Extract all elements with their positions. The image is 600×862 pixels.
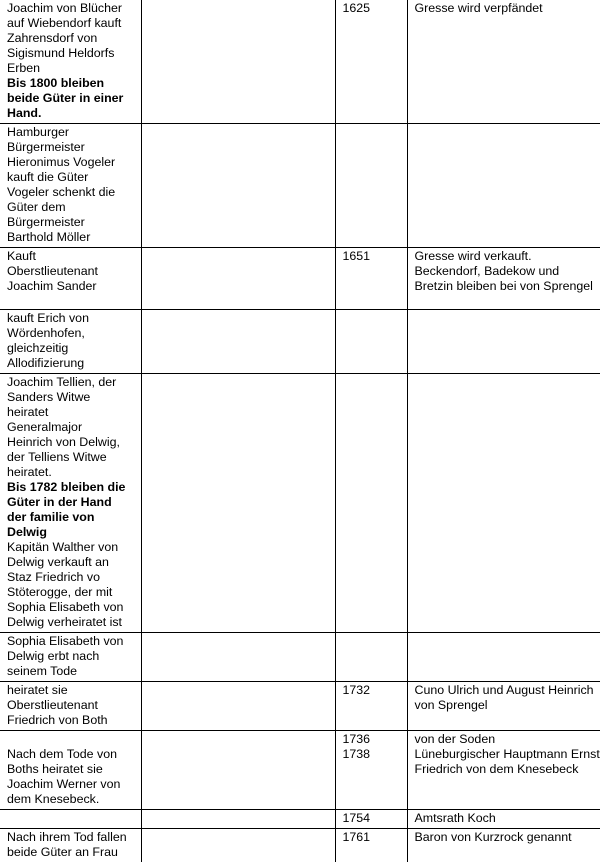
owner-cell	[0, 310, 141, 374]
event-cell	[407, 248, 600, 310]
table-row	[0, 248, 600, 310]
table-row	[0, 0, 600, 124]
owner-note-line: Delwig verkauft an	[7, 555, 141, 570]
year-value: 1761	[343, 830, 407, 845]
owner-cell	[0, 731, 141, 810]
event-text: Gresse wird verkauft. Beckendorf, Badekow und Bretzin bleiben bei von Sprengel	[415, 249, 600, 294]
owner-note-bold: beide Güter in einer	[7, 91, 141, 106]
year-value: 1738	[343, 747, 407, 762]
event-cell	[407, 310, 600, 374]
event-cell	[407, 374, 600, 633]
owner-note-line: dem Knesebeck.	[7, 792, 141, 807]
event-cell	[407, 633, 600, 682]
owner-note-line: Sanders Witwe	[7, 390, 141, 405]
owner-note-line: Generalmajor	[7, 420, 141, 435]
year-value: 1732	[343, 683, 407, 698]
owner-cell	[0, 0, 141, 124]
owner-note-line: Boths heiratet sie	[7, 762, 141, 777]
owner-cell	[0, 633, 141, 682]
owner-note-line: Barthold Möller	[7, 230, 141, 245]
owner-note-line: Delwig erbt nach	[7, 649, 141, 664]
owner-note-bold: Bis 1782 bleiben die	[7, 480, 141, 495]
event-cell	[407, 810, 600, 829]
owner-note-line: Erben	[7, 61, 141, 76]
owner-note-line: kauft die Güter	[7, 170, 141, 185]
event-text: Baron von Kurzrock genannt	[415, 830, 600, 845]
year-cell	[335, 248, 407, 310]
owner-note-line: Bürgermeister	[7, 215, 141, 230]
owner-note-line: kauft Erich von	[7, 311, 141, 326]
owner-note-line: Wördenhofen,	[7, 326, 141, 341]
owner-note-line: der Telliens Witwe	[7, 450, 141, 465]
owner-cell	[0, 682, 141, 731]
year-cell	[335, 374, 407, 633]
event-text: Gresse wird verpfändet	[415, 1, 600, 16]
owner-note-line: Kapitän Walther von	[7, 540, 141, 555]
empty-cell	[141, 829, 335, 862]
event-text: von der Soden	[415, 732, 600, 747]
year-value: 1625	[343, 1, 407, 16]
owner-note-bold: Güter in der Hand	[7, 495, 141, 510]
owner-note-line: Delwig verheiratet ist	[7, 615, 141, 630]
owner-cell	[0, 374, 141, 633]
owner-note-line: Hamburger	[7, 125, 141, 140]
year-cell	[335, 124, 407, 248]
owner-note-line: heiratet	[7, 405, 141, 420]
table-row	[0, 810, 600, 829]
owner-note-line: Staz Friedrich vo	[7, 570, 141, 585]
owner-note-line: auf Wiebendorf kauft	[7, 16, 141, 31]
owner-note-line: Nach ihrem Tod fallen	[7, 830, 141, 845]
table-row	[0, 124, 600, 248]
event-cell	[407, 0, 600, 124]
owner-note-line: beide Güter an Frau	[7, 845, 141, 860]
owner-note-line: Nach dem Tode von	[7, 747, 141, 762]
empty-cell	[141, 124, 335, 248]
owner-note-line: heiratet sie	[7, 683, 141, 698]
owner-note-line: Sigismund Heldorfs	[7, 46, 141, 61]
year-cell	[335, 310, 407, 374]
empty-cell	[141, 633, 335, 682]
owner-note-line: Joachim von Blücher	[7, 1, 141, 16]
year-cell	[335, 682, 407, 731]
year-value: 1736	[343, 732, 407, 747]
owner-note-bold: Hand.	[7, 106, 141, 121]
table-row	[0, 829, 600, 862]
owner-note-line: Allodifizierung	[7, 356, 141, 371]
table-row	[0, 633, 600, 682]
owner-note-line: Joachim Sander	[7, 279, 141, 294]
empty-cell	[141, 248, 335, 310]
empty-cell	[141, 310, 335, 374]
year-cell	[335, 633, 407, 682]
owner-note-line: Güter dem	[7, 200, 141, 215]
owner-note-line: Bürgermeister	[7, 140, 141, 155]
event-cell	[407, 731, 600, 810]
owner-note-line: Kauft	[7, 249, 141, 264]
owner-note-line: Joachim Werner von	[7, 777, 141, 792]
table-row	[0, 682, 600, 731]
table-row	[0, 310, 600, 374]
empty-cell	[141, 374, 335, 633]
empty-cell	[141, 731, 335, 810]
event-text: Cuno Ulrich und August Heinrich von Sprengel	[415, 683, 600, 713]
event-text: Amtsrath Koch	[415, 811, 600, 826]
owner-note-line: seinem Tode	[7, 664, 141, 679]
owner-cell	[0, 829, 141, 862]
owner-note-bold: Delwig	[7, 525, 141, 540]
owner-note-line: Sophia Elisabeth von	[7, 634, 141, 649]
event-cell	[407, 124, 600, 248]
owner-note-line: Joachim Tellien, der	[7, 375, 141, 390]
table-row	[0, 731, 600, 810]
owner-note-line	[7, 732, 141, 747]
table-row	[0, 374, 600, 633]
owner-note-line: Vogeler schenkt die	[7, 185, 141, 200]
event-cell	[407, 682, 600, 731]
owner-cell	[0, 248, 141, 310]
year-cell	[335, 731, 407, 810]
owner-note-line: Hieronimus Vogeler	[7, 155, 141, 170]
event-text: Lüneburgischer Hauptmann Ernst Friedrich von dem Knesebeck	[415, 747, 600, 777]
owner-note-bold: der familie von	[7, 510, 141, 525]
year-value: 1754	[343, 811, 407, 826]
owner-note-line: Friedrich von Both	[7, 713, 141, 728]
owner-note-line: Oberstlieutenant	[7, 264, 141, 279]
empty-cell	[141, 810, 335, 829]
owner-note-line: gleichzeitig	[7, 341, 141, 356]
year-cell	[335, 829, 407, 862]
owner-note-line: Heinrich von Delwig,	[7, 435, 141, 450]
owner-cell	[0, 124, 141, 248]
owner-note-line: Sophia Elisabeth von	[7, 600, 141, 615]
event-cell	[407, 829, 600, 862]
owner-note-line: Stöterogge, der mit	[7, 585, 141, 600]
owner-note-line: Oberstlieutenant	[7, 698, 141, 713]
year-value: 1651	[343, 249, 407, 264]
owner-note-line: Zahrensdorf von	[7, 31, 141, 46]
empty-cell	[141, 0, 335, 124]
year-cell	[335, 0, 407, 124]
year-cell	[335, 810, 407, 829]
owner-cell	[0, 810, 141, 829]
owner-note-bold: Bis 1800 bleiben	[7, 76, 141, 91]
owner-note-line: heiratet.	[7, 465, 141, 480]
empty-cell	[141, 682, 335, 731]
